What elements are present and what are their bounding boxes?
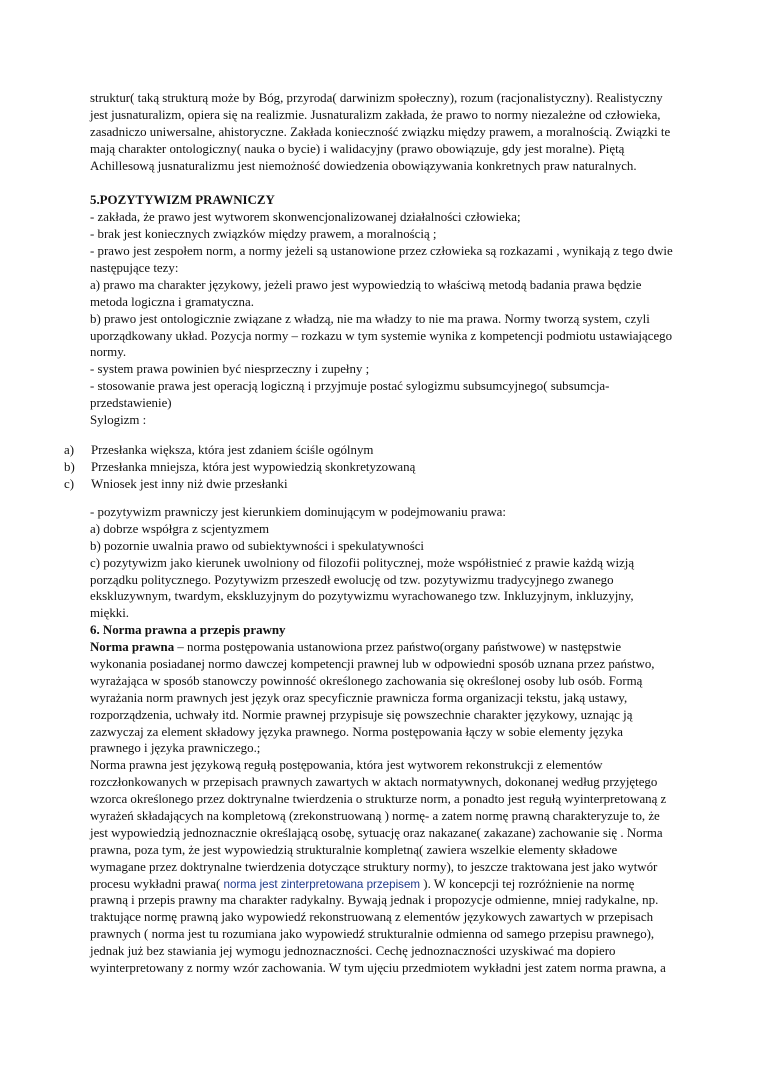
text-line: przedstawienie) [90, 396, 172, 411]
definition-line [90, 639, 670, 656]
text-line: zasadniczo uniwersalne, ahistoryczne. Zakłada konieczność związku między prawem, a moralnością. Związki te [90, 124, 671, 139]
list-item-text: Przesłanka mniejsza, która jest wypowiedzią skonkretyzowaną [91, 459, 416, 474]
text-line: prawną i przepis prawny ma charakter radykalny. Bywają jednak i propozycje odmienne, mniej radykalne, np. [90, 893, 659, 908]
text-line: prawnych ( norma jest tu rozumiana jako wypowiedź strukturalnie odmienna od samego przepisu prawnego), [90, 927, 655, 942]
text-line: - stosowanie prawa jest operacją logiczną i przyjmuje postać sylogizmu subsumcyjnego( subsumcja- [90, 379, 610, 394]
text-line: wykonania posiadanej normo dawczej kompetencji prawnej lub w odpowiedni sposób uznana przez państwo, [90, 657, 655, 672]
text-line: a) prawo ma charakter językowy, jeżeli prawo jest wypowiedzią to właściwą metodą badania prawa będzie [90, 277, 642, 292]
text-line: - pozytywizm prawniczy jest kierunkiem dominującym w podejmowaniu prawa: [90, 505, 506, 519]
text-line: - brak jest koniecznych związków między prawem, a moralnością ; [90, 227, 437, 242]
text-line: wyrażeń składających na kompletową (zrekonstruowaną ) normę- a zatem normę prawną charakteryzuje to, że [90, 809, 660, 824]
text-line: c) pozytywizm jako kierunek uwolniony od filozofii politycznej, może współistnieć z prawie każdą wizją [90, 555, 635, 570]
text-line: prawnego i języka prawniczego.; [90, 741, 261, 756]
list-marker: c) [64, 476, 75, 491]
document-body-continued [90, 504, 670, 977]
text-line: porządku politycznego. Pozytywizm przeszedł ewolucję od tzw. pozytywizmu tradycyjnego zwanego [90, 572, 614, 587]
text-line: rozporządzenia, uchwały itd. Normie prawnej przypisuje się powszechnie charakter językowy, uznając ją [90, 707, 633, 722]
text-line: wyrażająca w sposób stanowczy powinność określonego zachowania się określonej osoby lub osób. Formą [90, 673, 643, 688]
text-line: uporządkowany układ. Pozycja normy – rozkazu w tym systemie wynika z kompetencji podmiotu ustawiającego [90, 328, 673, 343]
definition-text: – norma postępowania ustanowiona przez państwo(organy państwowe) w następstwie [174, 640, 622, 655]
text-line: Achillesową jusnaturalizmu jest niemożność dowiedzenia obowiązywania konkretnych praw naturalnych. [90, 158, 637, 173]
text-line: mają charakter ontologiczny( nauka o bycie) i walidacyjny (prawo obowiązuje, gdy jest moralne). Piętą [90, 141, 625, 156]
text-segment: ). W koncepcji tej rozróżnienie na normę [420, 876, 635, 891]
text-line: Sylogizm : [90, 413, 147, 428]
text-line: ekskluzywnym, twardym, ekskluzyjnym do pozytywizmu wyrachowanego tzw. Inkluzyjnym, inkluzyjny, [90, 589, 634, 604]
section-positivism [90, 192, 673, 428]
text-line: normy. [90, 345, 127, 360]
list-item [64, 442, 664, 459]
syllogism-list [64, 442, 664, 493]
list-item-text: Wniosek jest inny niż dwie przesłanki [91, 476, 288, 491]
text-line: - system prawa powinien być niesprzeczny i zupełny ; [90, 362, 370, 377]
text-line: jednak już bez stawiania jej wymogu jednoznaczności. Cechę jednoznaczności uzyskiwać ma dopiero [90, 944, 616, 959]
positivism-features [90, 504, 670, 622]
text-line: wymagane przez doktrynalne twierdzenia dotyczące struktury normy), to jeszcze traktowana jest jako wytwór [90, 859, 658, 874]
text-line: - zakłada, że prawo jest wytworem skonwencjonalizowanej działalności człowieka; [90, 210, 521, 225]
list-marker: b) [64, 459, 75, 474]
text-line: a) dobrze współgra z scjentyzmem [90, 521, 269, 536]
text-line: traktujące normę prawną jako wypowiedź rekonstruowaną z elementów językowych zawartych w przepisach [90, 910, 654, 925]
text-line: rozczłonkowanych w przepisach prawnych zawartych w aktach normatywnych, dokonanej według przyjętego [90, 775, 658, 790]
text-line: wyinterpretowany z normy wzór zachowania. W tym ujęciu przedmiotem wykładni jest zatem norma prawna, a [90, 961, 666, 976]
definition-term: Norma prawna [90, 640, 175, 655]
section-heading: 5.POZYTYWIZM PRAWNICZY [90, 193, 275, 208]
text-line: jest jusnaturalizm, opiera się na realizmie. Jusnaturalizm zakłada, że prawo to normy niezależne od człowieka, [90, 107, 661, 122]
highlighted-text: norma jest zinterpretowana przepisem [223, 877, 421, 891]
text-line: metoda logiczna i gramatyczna. [90, 294, 254, 309]
list-item-text: Przesłanka większa, która jest zdaniem ściśle ogólnym [91, 443, 374, 457]
list-item [64, 476, 664, 493]
section-heading: 6. Norma prawna a przepis prawny [90, 623, 286, 638]
text-line: b) pozornie uwalnia prawo od subiektywności i spekulatywności [90, 538, 425, 553]
text-line: - prawo jest zespołem norm, a normy jeżeli są ustanowione przez człowieka są rozkazami , wynikają z tego dwie [90, 244, 673, 259]
mixed-text-line [90, 876, 670, 893]
list-marker: a) [64, 443, 75, 457]
text-line: zazwyczaj za element składowy języka prawnego. Norma postępowania łączy w sobie elementy języka [90, 724, 623, 739]
text-line: struktur( taką strukturą może by Bóg, przyroda( darwinizm społeczny), rozum (racjonalistyczny). Realistyczny [90, 91, 663, 105]
text-line: wzorca określonego przez doktrynalne twierdzenia o strukturze norm, a ponadto jest regułą wyinterpretowaną z [90, 792, 667, 807]
text-line: b) prawo jest ontologicznie związane z władzą, nie ma władzy to nie ma prawa. Normy tworzą system, czyli [90, 311, 650, 326]
document-body [90, 90, 673, 429]
text-line: Norma prawna jest językową regułą postępowania, która jest wytworem rekonstrukcji z elementów [90, 758, 603, 773]
paragraph-jusnaturalism [90, 90, 670, 174]
text-line: wyrażania norm prawnych jest język oraz specyficznie prawnicza forma organizacji tekstu, jaką ustawy, [90, 690, 628, 705]
text-line: prawna, poza tym, że jest wypowiedzią strukturalnie kompletną( zawiera wszelkie elementy składowe [90, 842, 618, 857]
text-line: następujące tezy: [90, 261, 179, 276]
text-line: miękki. [90, 606, 130, 621]
list-item [64, 459, 664, 476]
text-line: jest wypowiedzią jednoznacznie określającą osobę, sytuację oraz nakazane( zakazane) zachowanie się . Norma [90, 825, 663, 840]
text-segment: procesu wykładni prawa( [90, 876, 224, 891]
section-norm [90, 622, 670, 977]
